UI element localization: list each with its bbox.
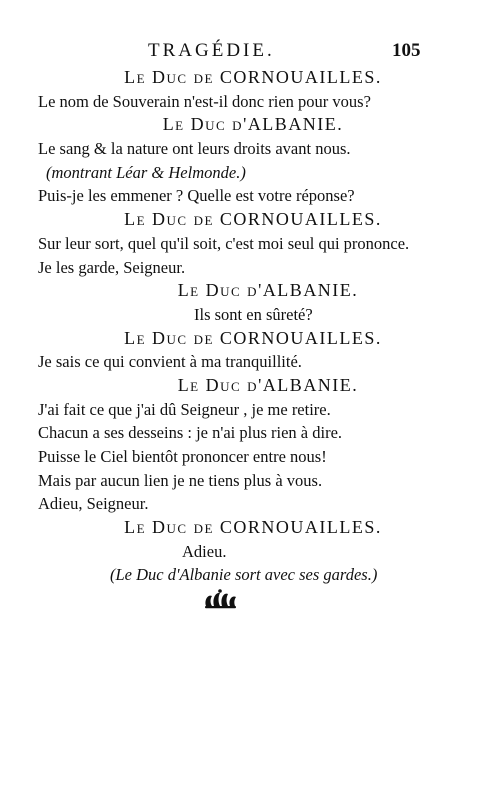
speaker-heading: Le Duc de CORNOUAILLES. — [124, 517, 382, 538]
verse-line: Ils sont en sûreté? — [194, 304, 313, 324]
verse-line: Je les garde, Seigneur. — [38, 257, 186, 277]
verse-line: J'ai fait ce que j'ai dû Seigneur , je me retire. — [38, 399, 331, 419]
verse-line: Adieu. — [182, 541, 227, 561]
stage-direction: (montrant Léar & Helmonde.) — [46, 162, 246, 182]
verse-line: Le sang & la nature ont leurs droits avant nous. — [38, 139, 351, 159]
speaker-heading: Le Duc d'ALBANIE. — [177, 374, 359, 395]
verse-line: Mais par aucun lien je ne tiens plus à vous. — [38, 470, 323, 490]
running-title: TRAGÉDIE. — [148, 40, 275, 61]
verse-line: Sur leur sort, quel qu'il soit, c'est moi seul qui prononce. — [38, 233, 410, 253]
speaker-heading: Le Duc de CORNOUAILLES. — [124, 209, 382, 230]
verse-line: Puisse le Ciel bientôt prononcer entre nous! — [38, 447, 327, 466]
verse-line: Adieu, Seigneur. — [38, 494, 149, 514]
verse-line: Chacun a ses desseins : je n'ai plus rien à dire. — [38, 423, 343, 443]
verse-line: Je sais ce qui convient à ma tranquillité. — [38, 352, 302, 372]
speaker-heading: Le Duc de CORNOUAILLES. — [124, 67, 382, 87]
speaker-heading: Le Duc d'ALBANIE. — [177, 280, 359, 301]
speaker-heading: Le Duc d'ALBANIE. — [162, 114, 344, 135]
page-number: 105 — [392, 40, 421, 61]
play-text — [38, 66, 458, 587]
verse-line: Puis-je les emmener ? Quelle est votre réponse? — [38, 186, 355, 206]
stage-direction: (Le Duc d'Albanie sort avec ses gardes.) — [110, 565, 378, 585]
verse-line: Le nom de Souverain n'est-il donc rien pour vous? — [38, 91, 371, 111]
floral-fleuron-icon — [200, 588, 240, 610]
speaker-heading: Le Duc de CORNOUAILLES. — [124, 327, 382, 348]
page-header — [0, 40, 488, 64]
